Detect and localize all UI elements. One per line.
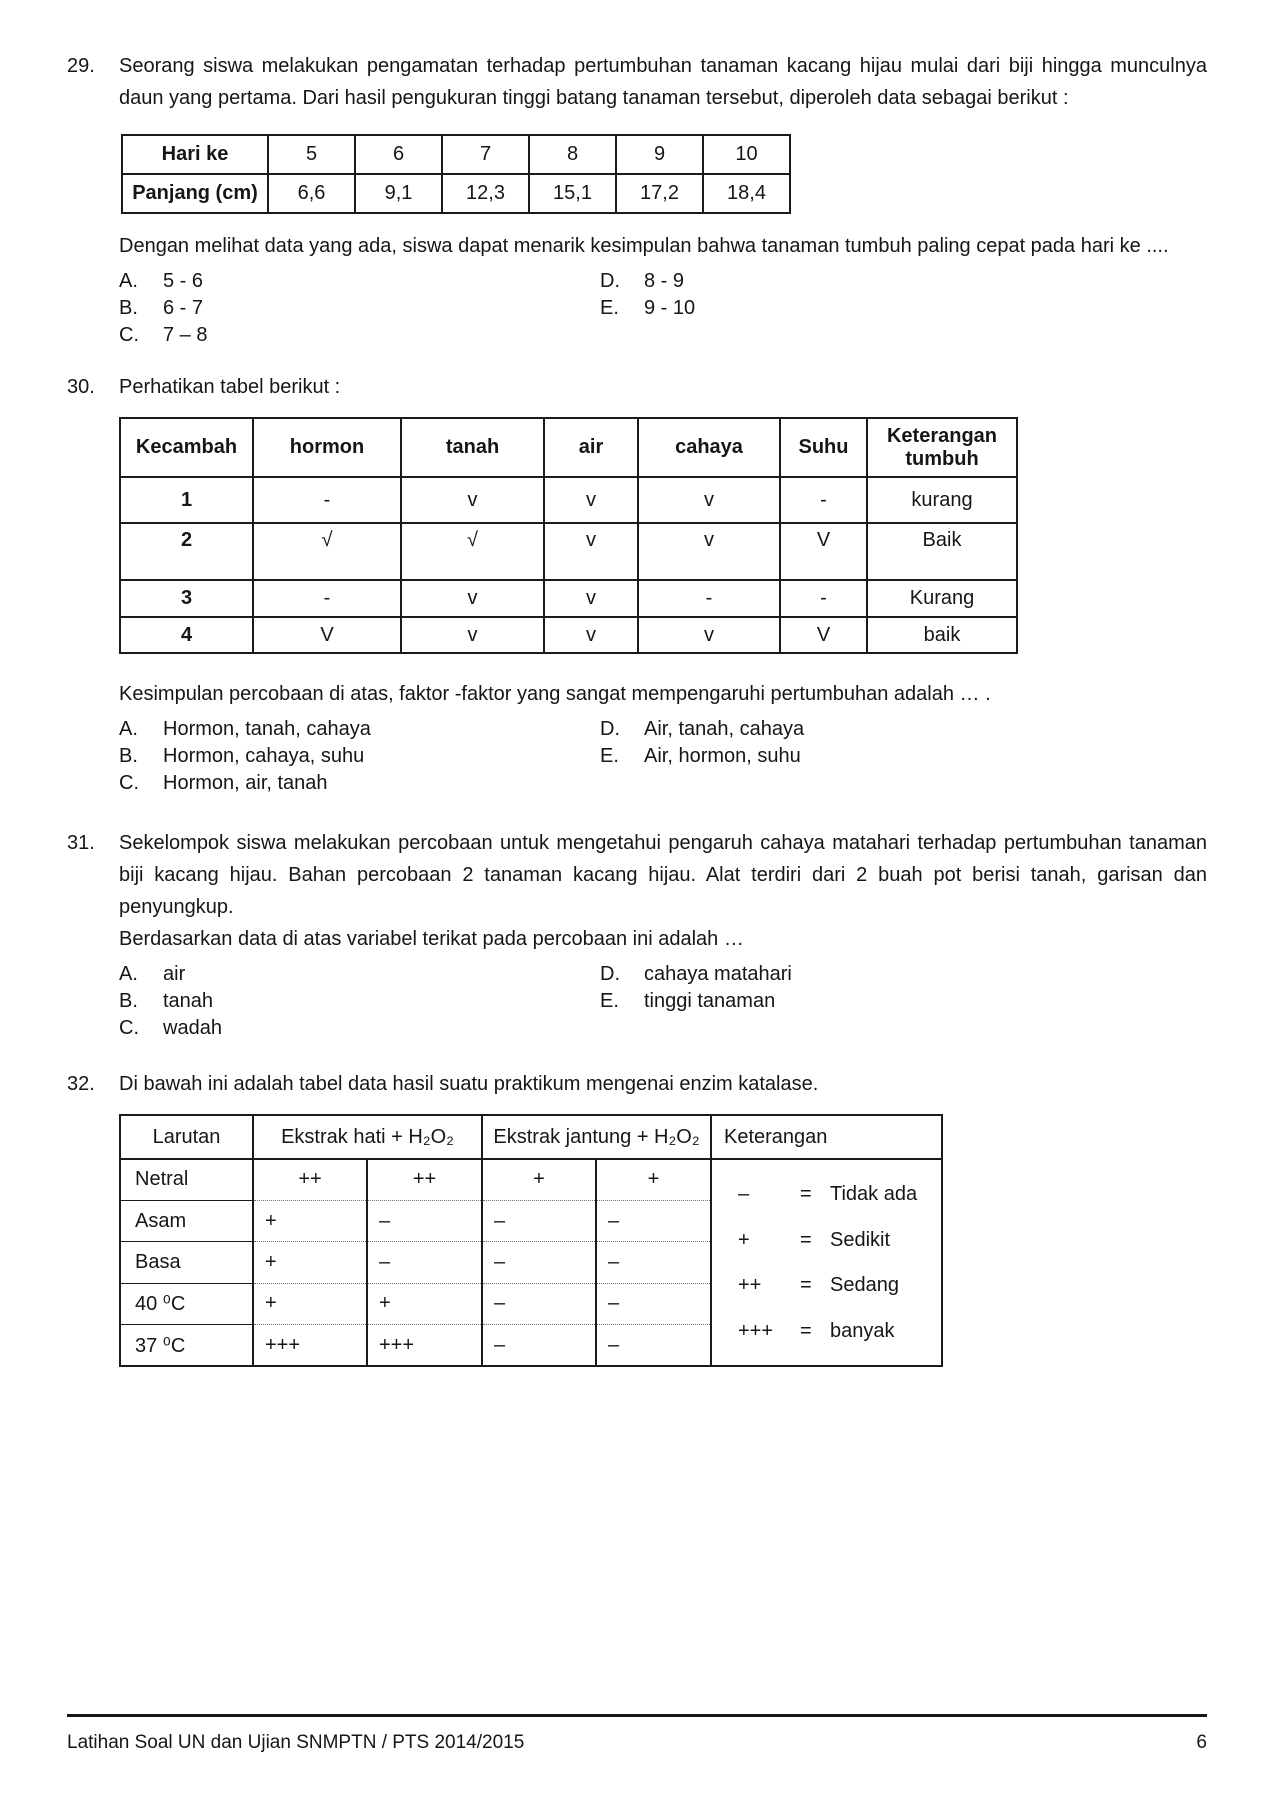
table-cell: - (780, 477, 867, 523)
option-a (119, 268, 600, 295)
option-text: wadah (163, 1017, 222, 1039)
option-text: Hormon, air, tanah (163, 772, 328, 794)
table-cell: – (482, 1242, 596, 1283)
table-cell: 17,2 (616, 174, 703, 213)
option-e (600, 988, 1207, 1015)
question-29-intro: Seorang siswa melakukan pengamatan terhadap pertumbuhan tanaman kacang hijau mulai dari biji hingga munculnya daun yang pertama. Dari hasil pengukuran tinggi batang tanaman tersebut, diperoleh data sebagai berikut : (119, 55, 1207, 109)
legend-label: banyak (830, 1319, 895, 1342)
question-32-intro: Di bawah ini adalah tabel data hasil suatu praktikum mengenai enzim katalase. (119, 1073, 819, 1095)
table-row (120, 477, 1017, 523)
table-cell: – (596, 1242, 711, 1283)
q29-growth-table (121, 134, 791, 214)
table-cell: – (482, 1200, 596, 1241)
table-cell: - (780, 580, 867, 617)
option-text: cahaya matahari (644, 963, 792, 985)
table-cell: v (544, 580, 638, 617)
table-cell: 5 (268, 135, 355, 174)
legend-row (738, 1320, 941, 1342)
table-row (120, 580, 1017, 617)
legend-equals: = (800, 1274, 812, 1297)
option-letter: E. (600, 745, 619, 767)
table-cell: – (482, 1283, 596, 1324)
question-31 (67, 827, 1207, 1042)
option-letter: C. (119, 1017, 139, 1039)
question-30-body (119, 371, 1207, 797)
option-letter: C. (119, 772, 139, 794)
table-header-cell: Keterangan tumbuh (867, 418, 1017, 477)
option-text: Hormon, tanah, cahaya (163, 718, 371, 740)
table-row (122, 174, 790, 213)
legend-symbol: ++ (738, 1274, 762, 1297)
table-header-row (120, 1115, 942, 1159)
table-cell: + (253, 1283, 367, 1324)
table-cell: + (253, 1242, 367, 1283)
table-cell: 12,3 (442, 174, 529, 213)
table-row (120, 1159, 942, 1200)
table-header-cell: air (544, 418, 638, 477)
question-29-number: 29. (67, 55, 95, 77)
option-text: 6 - 7 (163, 297, 204, 319)
table-header-cell: hormon (253, 418, 401, 477)
table-cell: v (544, 617, 638, 653)
question-30-number: 30. (67, 376, 95, 398)
question-31-options (119, 961, 1207, 1042)
option-d (600, 268, 1207, 295)
table-cell: 40 ⁰C (120, 1283, 253, 1324)
table-header-cell: tanah (401, 418, 544, 477)
option-text: tanah (163, 990, 214, 1012)
table-cell: 7 (442, 135, 529, 174)
table-cell: v (401, 617, 544, 653)
legend (712, 1160, 941, 1365)
option-text: 9 - 10 (644, 297, 696, 319)
legend-row (738, 1274, 941, 1296)
legend-equals: = (800, 1228, 812, 1251)
table-cell: +++ (367, 1325, 482, 1366)
option-c (119, 770, 600, 797)
table-header-cell: Kecambah (120, 418, 253, 477)
table-cell: v (401, 477, 544, 523)
table-cell: + (482, 1159, 596, 1200)
question-30-conclusion: Kesimpulan percobaan di atas, faktor -faktor yang sangat mempengaruhi pertumbuhan adalah … . (119, 683, 991, 705)
option-letter: E. (600, 990, 619, 1012)
table-header-cell: Panjang (cm) (122, 174, 268, 213)
table-cell: Netral (120, 1159, 253, 1200)
table-cell: 1 (120, 477, 253, 523)
legend-cell (711, 1159, 942, 1366)
table-cell: – (482, 1325, 596, 1366)
table-header-cell: Ekstrak hati + H₂O₂ (253, 1115, 482, 1159)
option-d (600, 716, 1207, 743)
legend-symbol: + (738, 1228, 750, 1251)
table-row (120, 617, 1017, 653)
question-31-intro: Sekelompok siswa melakukan percobaan untuk mengetahui pengaruh cahaya matahari terhadap pertumbuhan tanaman biji kacang hijau. Bahan percobaan 2 tanaman kacang hijau. Alat terdiri dari 2 buah pot berisi tanah, garisan dan penyungkup. (119, 832, 1207, 918)
option-text: Air, hormon, suhu (644, 745, 801, 767)
option-d (600, 961, 1207, 988)
footer-title: Latihan Soal UN dan Ujian SNMPTN / PTS 2014/2015 (67, 1732, 525, 1753)
question-30-options (119, 716, 1207, 797)
table-header-cell: Suhu (780, 418, 867, 477)
question-31-number: 31. (67, 832, 95, 854)
table-cell: Kurang (867, 580, 1017, 617)
table-cell: ++ (253, 1159, 367, 1200)
table-cell: V (780, 523, 867, 580)
question-29 (67, 50, 1207, 349)
page-footer (67, 1729, 1207, 1757)
table-cell: 3 (120, 580, 253, 617)
table-cell: 37 ⁰C (120, 1325, 253, 1366)
option-letter: D. (600, 270, 620, 292)
option-text: tinggi tanaman (644, 990, 776, 1012)
option-text: 7 – 8 (163, 324, 208, 346)
table-cell: – (367, 1200, 482, 1241)
option-letter: B. (119, 297, 138, 319)
legend-row (738, 1229, 941, 1251)
table-cell: 2 (120, 523, 253, 580)
table-cell: v (544, 477, 638, 523)
table-cell: – (596, 1283, 711, 1324)
legend-row (738, 1183, 941, 1205)
page-number: 6 (1196, 1732, 1207, 1753)
table-cell: v (401, 580, 544, 617)
option-b (119, 743, 600, 770)
option-letter: B. (119, 745, 138, 767)
table-cell: 8 (529, 135, 616, 174)
table-row (122, 135, 790, 174)
table-cell: - (638, 580, 780, 617)
option-text: Hormon, cahaya, suhu (163, 745, 365, 767)
table-cell: – (596, 1200, 711, 1241)
table-row (120, 523, 1017, 580)
option-letter: D. (600, 718, 620, 740)
table-cell: v (638, 477, 780, 523)
option-letter: D. (600, 963, 620, 985)
table-header-cell: Larutan (120, 1115, 253, 1159)
q32-katalase-table (119, 1114, 943, 1367)
option-text: Air, tanah, cahaya (644, 718, 805, 740)
table-header-row (120, 418, 1017, 477)
table-cell: - (253, 477, 401, 523)
table-cell: + (596, 1159, 711, 1200)
table-cell: 9 (616, 135, 703, 174)
option-text: 8 - 9 (644, 270, 685, 292)
option-c (119, 322, 600, 349)
table-header-cell: Hari ke (122, 135, 268, 174)
option-letter: A. (119, 270, 138, 292)
question-30 (67, 371, 1207, 797)
question-32-body (119, 1068, 1207, 1367)
option-letter: A. (119, 718, 138, 740)
table-cell: 10 (703, 135, 790, 174)
option-e (600, 743, 1207, 770)
question-29-options (119, 268, 1207, 349)
table-cell: v (638, 617, 780, 653)
option-letter: C. (119, 324, 139, 346)
legend-label: Sedang (830, 1274, 899, 1297)
option-letter: A. (119, 963, 138, 985)
table-cell: baik (867, 617, 1017, 653)
question-32 (67, 1068, 1207, 1367)
question-29-conclusion: Dengan melihat data yang ada, siswa dapat menarik kesimpulan bahwa tanaman tumbuh paling cepat pada hari ke .... (119, 235, 1169, 257)
legend-label: Sedikit (830, 1228, 891, 1251)
option-a (119, 961, 600, 988)
option-letter: B. (119, 990, 138, 1012)
legend-equals: = (800, 1319, 812, 1342)
table-cell: Asam (120, 1200, 253, 1241)
table-cell: Basa (120, 1242, 253, 1283)
table-header-cell: Ekstrak jantung + H₂O₂ (482, 1115, 711, 1159)
table-cell: 6 (355, 135, 442, 174)
legend-equals: = (800, 1183, 812, 1206)
legend-symbol: – (738, 1183, 750, 1206)
table-cell: – (367, 1242, 482, 1283)
table-cell: ++ (367, 1159, 482, 1200)
table-cell: √ (401, 523, 544, 580)
table-cell: 6,6 (268, 174, 355, 213)
question-29-body (119, 50, 1207, 349)
table-cell: 4 (120, 617, 253, 653)
table-cell: + (367, 1283, 482, 1324)
table-cell: Baik (867, 523, 1017, 580)
question-30-intro: Perhatikan tabel berikut : (119, 376, 341, 398)
option-b (119, 988, 600, 1015)
table-header-cell: cahaya (638, 418, 780, 477)
table-cell: – (596, 1325, 711, 1366)
footer-rule (67, 1714, 1207, 1717)
table-cell: +++ (253, 1325, 367, 1366)
question-31-question: Berdasarkan data di atas variabel terikat pada percobaan ini adalah … (119, 928, 744, 950)
table-cell: V (253, 617, 401, 653)
table-cell: - (253, 580, 401, 617)
q30-factors-table (119, 417, 1018, 654)
table-cell: √ (253, 523, 401, 580)
table-cell: 18,4 (703, 174, 790, 213)
question-32-number: 32. (67, 1073, 95, 1095)
option-text: air (163, 963, 186, 985)
legend-symbol: +++ (738, 1319, 774, 1342)
legend-label: Tidak ada (830, 1183, 918, 1206)
table-cell: + (253, 1200, 367, 1241)
table-header-cell: Keterangan (711, 1115, 942, 1159)
table-cell: V (780, 617, 867, 653)
option-e (600, 295, 1207, 322)
option-a (119, 716, 600, 743)
option-letter: E. (600, 297, 619, 319)
table-cell: kurang (867, 477, 1017, 523)
option-c (119, 1015, 600, 1042)
option-b (119, 295, 600, 322)
option-text: 5 - 6 (163, 270, 204, 292)
table-cell: 9,1 (355, 174, 442, 213)
table-cell: v (544, 523, 638, 580)
question-31-body (119, 827, 1207, 1042)
table-cell: 15,1 (529, 174, 616, 213)
table-cell: v (638, 523, 780, 580)
